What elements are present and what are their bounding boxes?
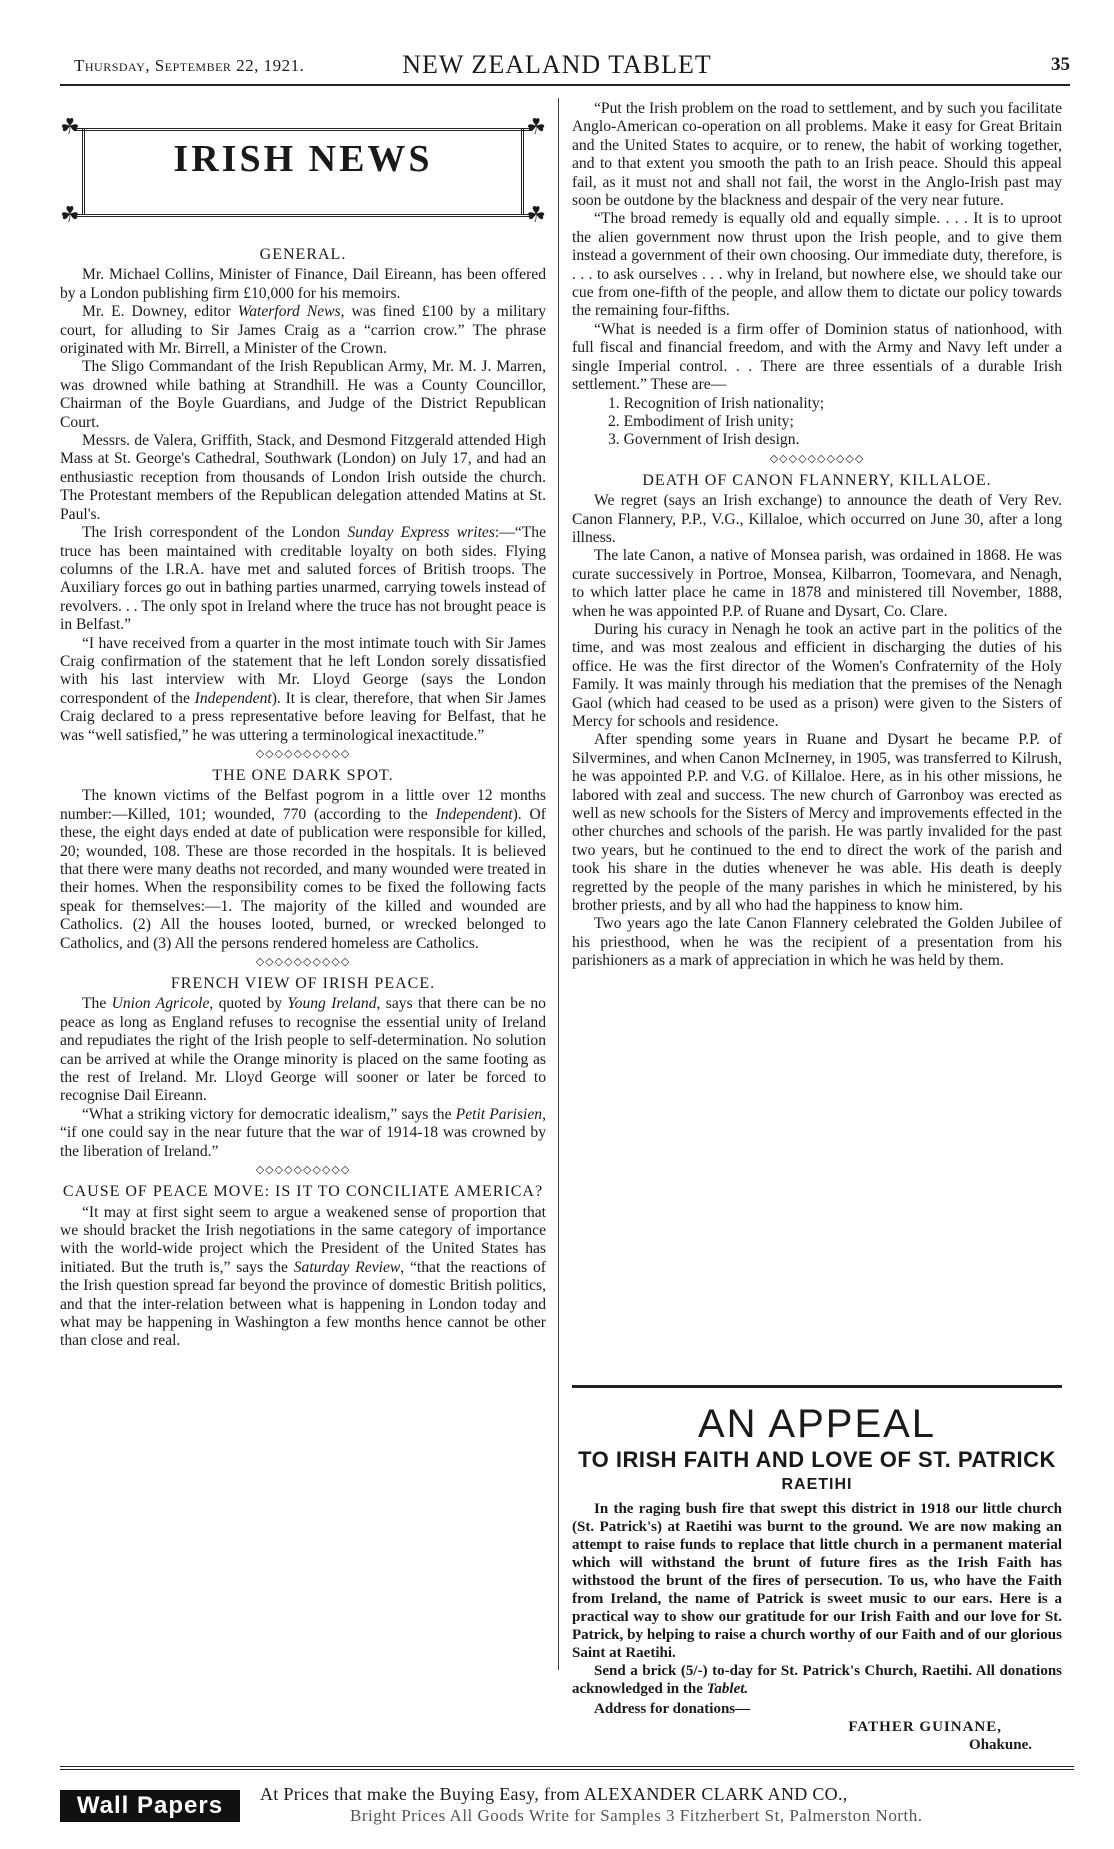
paragraph: The late Canon, a native of Monsea parish, was ordained in 1868. He was curate successively in Portroe, Monsea, Kilbarron, Toomevara, and Nenagh, to which latter place he came in 1878 and ministered till November, 1888, when he was appointed P.P. of Ruane and Dysart, Co. Clare.: [572, 547, 1062, 620]
right-column: [572, 100, 1062, 971]
page-number: 35: [1051, 54, 1070, 75]
paragraph: “It may at first sight seem to argue a weakened sense of proportion that we should bracket the Irish negotiations in the same category of importance with the world-wide project which the President of the United States has initiated. But the truth is,” says the Saturday Review, “that the reactions of the Irish question spread far beyond the province of domestic British politics, and that the inter-relation between what is happening in London today and what may be happening in Washington a few months hence cannot be other than close and real.: [60, 1203, 546, 1350]
masthead-rule: [60, 84, 1070, 86]
banner-rule: [74, 128, 532, 131]
paragraph: Two years ago the late Canon Flannery celebrated the Golden Jubilee of his priesthood, when he was the recipient of a presentation from his parishioners as a mark of appreciation in which he was held by them.: [572, 915, 1062, 970]
shamrock-icon: ☘: [60, 202, 80, 227]
shamrock-icon: ☘: [526, 202, 546, 227]
footer-rule: [60, 1766, 1074, 1770]
appeal-title: AN APPEAL: [697, 1402, 937, 1446]
section-heading: THE ONE DARK SPOT.: [212, 766, 394, 784]
issue-date: Thursday, September 22, 1921.: [74, 56, 305, 75]
wall-papers-logo: Wall Papers: [60, 1790, 240, 1822]
paragraph: After spending some years in Ruane and Dysart he became P.P. of Silvermines, and when Canon McInerney, in 1905, was transferred to Kilrush, he was appointed P.P. and V.G. of Killaloe. Here, as in his other missions, he labored with zeal and success. The new church of Garronboy was erected as well as new schools for the Sisters of Mercy and improvements effected in the other churches and schools of the parish. He was partly invalided for the past two years, but he continued to the end to direct the work of the parish and took his share in the duties whenever he was able. His death is deeply regretted by the people of the many parishes in which he ministered, by his brother priests, and by all who had the happiness to know him.: [572, 731, 1062, 915]
banner-rule: [82, 128, 85, 214]
ornament-divider: ◇◇◇◇◇◇◇◇◇◇: [255, 956, 351, 969]
banner-rule: [521, 128, 524, 214]
footer-ad-text-cutoff: Bright Prices All Goods Write for Samples 3 Fitzherbert St, Palmerston North.: [350, 1806, 923, 1825]
paragraph: “What is needed is a firm offer of Dominion status of nationhood, with full fiscal and financial freedom, and with the Army and Navy left under a single Imperial control. . . There are three essentials of a durable Irish settlement.” These are—: [572, 320, 1062, 394]
section-heading: GENERAL.: [259, 246, 347, 263]
section-heading: DEATH OF CANON FLANNERY, KILLALOE.: [642, 471, 992, 489]
banner-title: IRISH NEWS: [173, 138, 433, 180]
banner-rule: [74, 214, 532, 217]
essentials-list: [572, 395, 1062, 450]
signature-place: Ohakune.: [969, 1737, 1032, 1753]
left-column: [60, 100, 546, 1351]
paragraph: The Union Agricole, quoted by Young Ireland, says that there can be no peace as long as England refuses to recognise the essential unity of Ireland and repudiates the right of the Irish people to self-determination. No solution can be arrived at while the Orange minority is placed on the same footing as the rest of Ireland. Mr. Lloyd George will sooner or later be forced to recognise Dail Eireann.: [60, 995, 546, 1105]
section-heading: FRENCH VIEW OF IRISH PEACE.: [170, 975, 436, 993]
shamrock-icon: ☘: [60, 114, 80, 139]
paragraph: The Sligo Commandant of the Irish Republican Army, Mr. M. J. Marren, was drowned while bathing at Strandhill. He was a County Councillor, Chairman of the Boyle Guardians, and Judge of the District Republican Court.: [60, 358, 546, 431]
paragraph: Messrs. de Valera, Griffith, Stack, and Desmond Fitzgerald attended High Mass at St. George's Cathedral, Southwark (London) on July 17, and had an enthusiastic reception from thousands of London Irish outside the church. The Protestant members of the Republican delegation attended Matins at St. Paul's.: [60, 432, 546, 523]
paragraph: The Irish correspondent of the London Sunday Express writes:—“The truce has been maintained with creditable loyalty on both sides. Flying columns of the I.R.A. have met and saluted forces of British troops. The Auxiliary forces go out in bathing parties unarmed, carrying towels instead of revolvers. . . The only spot in Ireland where the truce has not brought peace is in Belfast.”: [60, 524, 546, 634]
paragraph: In the raging bush fire that swept this district in 1918 our little church (St. Patrick's) at Raetihi was burnt to the ground. We are now making an attempt to raise funds to replace that little church in a permanent material which will withstand the brunt of future fires as the Irish Faith has withstood the brunt of the fires of persecution. To us, who have the Faith from Ireland, the name of Patrick is sweet music to our ears. Here is a practical way to show our gratitude for our Irish Faith and our love for St. Patrick, by helping to raise a church worthy of our Faith and of our glorious Saint at Raetihi.: [572, 1501, 1062, 1661]
appeal-rule: [572, 1385, 1062, 1388]
footer-ad-text: At Prices that make the Buying Easy, from ALEXANDER CLARK AND CO.,: [260, 1784, 848, 1804]
appeal-place: RAETIHI: [781, 1476, 853, 1493]
footer-advertisement: [60, 1784, 1074, 1824]
ornament-divider: ◇◇◇◇◇◇◇◇◇◇: [255, 1164, 351, 1177]
address-label: Address for donations—: [594, 1701, 751, 1717]
paragraph: “Put the Irish problem on the road to settlement, and by such you facilitate Anglo-American co-operation on all problems. Make it easy for Great Britain and the United States to acquire, or to renew, the habit of working together, and to that extent you smooth the path to an Irish peace. Should this appeal fail, as it must not and shall not fail, the worst in the Anglo-Irish past may soon be outdone by the blackness and despair of the very near future.: [572, 100, 1062, 210]
shamrock-icon: ☘: [526, 114, 546, 139]
column-divider: [558, 98, 559, 1670]
appeal-body: [572, 1500, 1062, 1754]
paragraph: We regret (says an Irish exchange) to announce the death of Very Rev. Canon Flannery, P.P., V.G., Killaloe, which occurred on June 30, after a long illness.: [572, 492, 1062, 546]
paragraph: “The broad remedy is equally old and equally simple. . . . It is to uproot the alien government now thrust upon the Irish people, and to give them instead a government of their own choosing. Our immediate duty, therefore, is . . . to ask ourselves . . . why in Ireland, but nowhere else, we should take our cue from one-fifth of the people, and allow them to dictate our policy towards the remaining four-fifths.: [572, 210, 1062, 320]
irish-news-banner: [60, 100, 546, 240]
paragraph: Mr. E. Downey, editor Waterford News, was fined £100 by a military court, for alluding to Sir James Craig as a “carrion crow.” The phrase originated with Mr. Birrell, a Minister of the Crown.: [60, 303, 546, 358]
newspaper-title: NEW ZEALAND TABLET: [402, 50, 712, 79]
list-item: 1. Recognition of Irish nationality;: [608, 394, 825, 412]
paragraph: During his curacy in Nenagh he took an active part in the politics of the time, and was most zealous and efficient in discharging the duties of his office. He was the first director of the Women's Confraternity of the Holy Family. It was mainly through his mediation that the premises of the Nenagh Gaol (which had ceased to be used as a prison) were given to the Sisters of Mercy for schools and residence.: [572, 620, 1062, 730]
ornament-divider: ◇◇◇◇◇◇◇◇◇◇: [769, 452, 865, 465]
section-heading: CAUSE OF PEACE MOVE: IS IT TO CONCILIATE AMERICA?: [62, 1183, 544, 1201]
ornament-divider: ◇◇◇◇◇◇◇◇◇◇: [255, 747, 351, 760]
list-item: 3. Government of Irish design.: [608, 431, 800, 449]
list-item: 2. Embodiment of Irish unity;: [608, 412, 794, 430]
paragraph: “I have received from a quarter in the most intimate touch with Sir James Craig confirmation of the statement that he left London sorely dissatisfied with his last interview with Mr. Lloyd George (says the London correspondent of the Independent). It is clear, therefore, that when Sir James Craig declared to a press representative before leaving for Belfast, that he was “well satisfied,” he was uttering a terminological inexactitude.”: [60, 634, 546, 744]
signature: FATHER GUINANE,: [848, 1719, 1002, 1735]
paragraph: Send a brick (5/-) to-day for St. Patrick's Church, Raetihi. All donations acknowledged in the Tablet.: [572, 1663, 1062, 1697]
paragraph: Mr. Michael Collins, Minister of Finance, Dail Eireann, has been offered by a London publishing firm £10,000 for his memoirs.: [60, 266, 546, 302]
paragraph: “What a striking victory for democratic idealism,” says the Petit Parisien, “if one could say in the near future that the war of 1914-18 was crowned by the liberation of Ireland.”: [60, 1105, 547, 1160]
paragraph: The known victims of the Belfast pogrom in a little over 12 months number:—Killed, 101; wounded, 770 (according to the Independent). Of these, the eight days ended at date of publication were responsible for killed, 20; wounded, 108. These are those recorded in the hospitals. It is believed that there were many deaths not recorded, and many wounded were treated in their homes. When the responsibility comes to be fixed the following facts speak for themselves:—1. The majority of the killed and wounded are Catholics. (2) All the houses looted, burned, or wrecked belonged to Catholics, and (3) All the persons rendered homeless are Catholics.: [60, 787, 546, 952]
appeal-subtitle: TO IRISH FAITH AND LOVE OF ST. PATRICK: [578, 1447, 1056, 1472]
appeal-advertisement: [572, 1385, 1062, 1754]
masthead: [40, 46, 1074, 86]
